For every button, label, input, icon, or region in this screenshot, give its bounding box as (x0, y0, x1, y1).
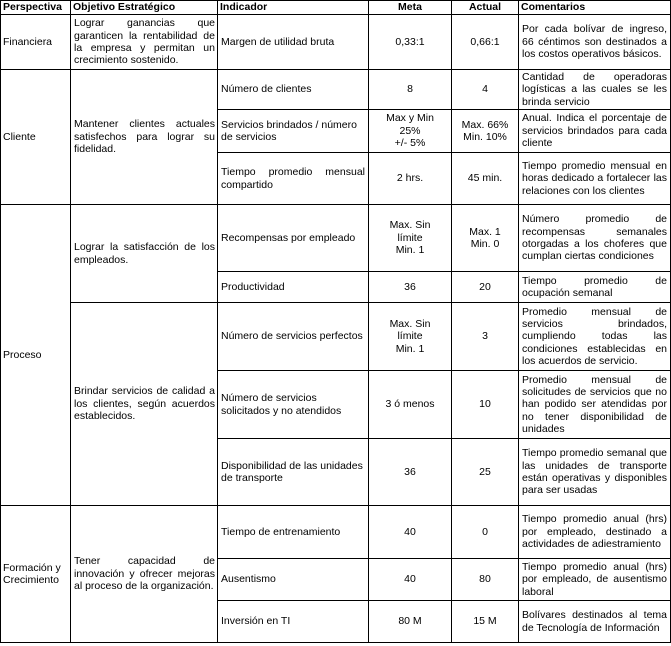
comentario-cell: Tiempo promedio mensual en horas dedicado a fortalecer las relaciones con los clientes (519, 153, 671, 205)
indicador-cell: Recompensas por empleado (218, 205, 369, 272)
objetivo-financiera: Lograr ganancias que garanticen la rentabilidad de la empresa y permitan un crecimiento sostenido. (71, 15, 218, 70)
indicador-cell: Productividad (218, 272, 369, 303)
table-row (1, 506, 671, 559)
actual-cell: 10 (452, 371, 519, 439)
indicador-cell: Ausentismo (218, 559, 369, 601)
indicador-cell: Número de clientes (218, 70, 369, 110)
actual-cell: 25 (452, 439, 519, 506)
actual-cell: 0,66:1 (452, 15, 519, 70)
actual-cell: 0 (452, 506, 519, 559)
meta-cell: Max. Sin límite Min. 1 (369, 205, 452, 272)
indicador-cell: Tiempo promedio mensual compartido (218, 153, 369, 205)
meta-cell: Max y Min 25% +/- 5% (369, 110, 452, 153)
table-row (1, 70, 671, 110)
header-objetivo: Objetivo Estratégico (71, 1, 218, 15)
indicador-cell: Inversión en TI (218, 601, 369, 643)
table-row (1, 303, 671, 371)
perspectiva-cliente: Cliente (1, 70, 71, 205)
perspectiva-formacion: Formación y Crecimiento (1, 506, 71, 643)
meta-cell: 8 (369, 70, 452, 110)
meta-cell: 3 ó menos (369, 371, 452, 439)
actual-cell: 15 M (452, 601, 519, 643)
comentario-cell: Promedio mensual de solicitudes de servicios que no han podido ser atendidas por no tener disponibilidad de unidades (519, 371, 671, 439)
indicador-cell: Margen de utilidad bruta (218, 15, 369, 70)
header-indicador: Indicador (218, 1, 369, 15)
comentario-cell: Bolívares destinados al tema de Tecnología de Información (519, 601, 671, 643)
indicador-cell: Número de servicios perfectos (218, 303, 369, 371)
comentario-cell: Anual. Indica el porcentaje de servicios brindados para cada cliente (519, 110, 671, 153)
header-meta: Meta (369, 1, 452, 15)
indicador-cell: Tiempo de entrenamiento (218, 506, 369, 559)
meta-cell: 0,33:1 (369, 15, 452, 70)
header-row (1, 1, 671, 15)
header-actual: Actual (452, 1, 519, 15)
comentario-cell: Por cada bolívar de ingreso, 66 céntimos son destinados a los costos operativos básicos. (519, 15, 671, 70)
actual-cell: 45 min. (452, 153, 519, 205)
meta-cell: 36 (369, 272, 452, 303)
comentario-cell: Tiempo promedio anual (hrs) por empleado, de ausentismo laboral (519, 559, 671, 601)
meta-cell: 40 (369, 559, 452, 601)
comentario-cell: Tiempo promedio semanal que las unidades de transporte están operativas y disponibles para ser usadas (519, 439, 671, 506)
actual-cell: 3 (452, 303, 519, 371)
header-comentarios: Comentarios (519, 1, 671, 15)
meta-cell: Max. Sin límite Min. 1 (369, 303, 452, 371)
comentario-cell: Tiempo promedio anual (hrs) por empleado, destinado a actividades de adiestramiento (519, 506, 671, 559)
objetivo-cliente: Mantener clientes actuales satisfechos para lograr su fidelidad. (71, 70, 218, 205)
perspectiva-financiera: Financiera (1, 15, 71, 70)
objetivo-proceso-2: Brindar servicios de calidad a los clientes, según acuerdos establecidos. (71, 303, 218, 506)
comentario-cell: Promedio mensual de servicios brindados, cumpliendo todas las condiciones establecidas en los acuerdos de servicio. (519, 303, 671, 371)
meta-cell: 80 M (369, 601, 452, 643)
actual-cell: Max. 66% Min. 10% (452, 110, 519, 153)
actual-cell: 80 (452, 559, 519, 601)
meta-cell: 36 (369, 439, 452, 506)
actual-cell: 20 (452, 272, 519, 303)
comentario-cell: Tiempo promedio de ocupación semanal (519, 272, 671, 303)
table-row (1, 205, 671, 272)
actual-cell: 4 (452, 70, 519, 110)
meta-cell: 40 (369, 506, 452, 559)
table-row (1, 15, 671, 70)
meta-cell: 2 hrs. (369, 153, 452, 205)
comentario-cell: Cantidad de operadoras logísticas a las cuales se les brinda servicio (519, 70, 671, 110)
indicador-cell: Disponibilidad de las unidades de transporte (218, 439, 369, 506)
objetivo-formacion: Tener capacidad de innovación y ofrecer mejoras al proceso de la organización. (71, 506, 218, 643)
indicador-cell: Servicios brindados / número de servicios (218, 110, 369, 153)
indicador-cell: Número de servicios solicitados y no atendidos (218, 371, 369, 439)
objetivo-proceso-1: Lograr la satisfacción de los empleados. (71, 205, 218, 303)
actual-cell: Max. 1 Min. 0 (452, 205, 519, 272)
header-perspectiva: Perspectiva (1, 1, 71, 15)
comentario-cell: Número promedio de recompensas semanales otorgadas a los choferes que cumplan ciertas condiciones (519, 205, 671, 272)
perspectiva-proceso: Proceso (1, 205, 71, 506)
